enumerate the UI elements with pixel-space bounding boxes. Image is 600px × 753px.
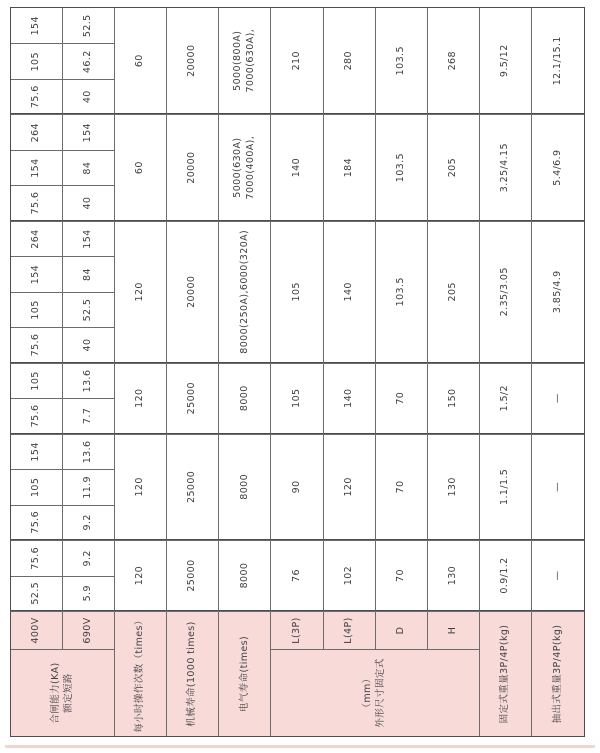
header-l4p: L(4P) — [324, 611, 376, 649]
cell-elec-g5-line-2: 5000(630A) — [232, 137, 244, 198]
cell-elec-g2: 8000 — [219, 434, 271, 540]
cell-mech-g2: 25000 — [167, 434, 219, 540]
cell-ops-g6: 60 — [115, 8, 167, 114]
cell-fixed_w-g5: 3.25/4.15 — [480, 114, 532, 220]
cell-v400-10: 154 — [11, 256, 63, 291]
cell-ops-g1: 120 — [115, 540, 167, 611]
cell-l4p-g3: 140 — [324, 363, 376, 434]
cell-v690-8: 40 — [63, 327, 115, 362]
header-ops-per-hour: 每小时操作次数（times） — [115, 611, 167, 736]
cell-fixed_w-g2: 1.1/1.5 — [480, 434, 532, 540]
cell-l3p-g5: 140 — [271, 114, 323, 220]
cell-h-g2: 130 — [428, 434, 480, 540]
cell-mech-g6: 20000 — [167, 8, 219, 114]
cell-v690-13: 84 — [63, 150, 115, 185]
cell-ops-g3: 120 — [115, 363, 167, 434]
cell-fixed_w-g1: 0.9/1.2 — [480, 540, 532, 611]
cell-v400-4: 105 — [11, 469, 63, 504]
cell-l3p-g6: 210 — [271, 8, 323, 114]
cell-v690-15: 40 — [63, 79, 115, 114]
cell-ops-g4: 120 — [115, 221, 167, 363]
cell-ops-g2: 120 — [115, 434, 167, 540]
header-making-capacity — [11, 649, 115, 736]
cell-elec-g5-line-1: 7000(400A), — [244, 135, 256, 200]
cell-drawout_w-g4: 3.85/4.9 — [532, 221, 584, 363]
cell-v690-10: 84 — [63, 256, 115, 291]
cell-v400-8: 75.6 — [11, 327, 63, 362]
cell-mech-g3: 25000 — [167, 363, 219, 434]
header-dimensions-line-2: （mm） — [362, 673, 374, 713]
cell-drawout_w-g5: 5.4/6.9 — [532, 114, 584, 220]
cell-elec-g5 — [219, 114, 271, 220]
cell-v690-5: 13.6 — [63, 434, 115, 469]
cell-mech-g4: 20000 — [167, 221, 219, 363]
cell-h-g1: 130 — [428, 540, 480, 611]
header-mech-life: 机械寿命(1000 times) — [167, 611, 219, 736]
cell-v400-5: 154 — [11, 434, 63, 469]
header-making-capacity-line-1: 额定短路 — [62, 673, 74, 713]
header-690v: 690V — [63, 611, 115, 649]
header-d: D — [376, 611, 428, 649]
cell-d-g6: 103.5 — [376, 8, 428, 114]
cell-v690-1: 5.9 — [63, 576, 115, 611]
cell-elec-g6-line-2: 5000(800A) — [232, 30, 244, 91]
cell-v400-15: 75.6 — [11, 79, 63, 114]
cell-h-g3: 150 — [428, 363, 480, 434]
cell-fixed_w-g6: 9.5/12 — [480, 8, 532, 114]
cell-fixed_w-g3: 1.5/2 — [480, 363, 532, 434]
cell-d-g5: 103.5 — [376, 114, 428, 220]
cell-elec-g6-line-1: 7000(630A), — [244, 28, 256, 93]
cell-l3p-g4: 105 — [271, 221, 323, 363]
cell-elec-g6 — [219, 8, 271, 114]
cell-v690-14: 154 — [63, 114, 115, 149]
cell-d-g3: 70 — [376, 363, 428, 434]
cell-v400-7: 105 — [11, 363, 63, 398]
cell-l4p-g2: 120 — [324, 434, 376, 540]
cell-v690-12: 40 — [63, 185, 115, 220]
cell-v690-3: 9.2 — [63, 505, 115, 540]
cell-d-g2: 70 — [376, 434, 428, 540]
cell-v400-13: 154 — [11, 150, 63, 185]
cell-drawout_w-g6: 12.1/15.1 — [532, 8, 584, 114]
cell-h-g5: 205 — [428, 114, 480, 220]
cell-l3p-g3: 105 — [271, 363, 323, 434]
page-divider-line — [5, 745, 595, 748]
cell-v400-3: 75.6 — [11, 505, 63, 540]
cell-v690-7: 13.6 — [63, 363, 115, 398]
cell-h-g6: 268 — [428, 8, 480, 114]
cell-v400-11: 264 — [11, 221, 63, 256]
cell-elec-g4: 8000(250A),6000(320A) — [219, 221, 271, 363]
header-l3p: L(3P) — [271, 611, 323, 649]
cell-v690-6: 7.7 — [63, 398, 115, 433]
cell-mech-g5: 20000 — [167, 114, 219, 220]
header-drawout-weight: 抽出式重量3P/4P(kg) — [532, 611, 584, 736]
header-fixed-weight: 固定式重量3P/4P(kg) — [480, 611, 532, 736]
cell-h-g4: 205 — [428, 221, 480, 363]
cell-v400-6: 75.6 — [11, 398, 63, 433]
cell-l3p-g1: 76 — [271, 540, 323, 611]
cell-v690-16: 46.2 — [63, 43, 115, 78]
header-dimensions — [271, 649, 479, 736]
header-elec-life: 电气寿命(times) — [219, 611, 271, 736]
cell-v400-16: 105 — [11, 43, 63, 78]
cell-v690-11: 154 — [63, 221, 115, 256]
cell-v400-2: 75.6 — [11, 540, 63, 575]
cell-l3p-g2: 90 — [271, 434, 323, 540]
header-making-capacity-line-2: 合闸能力(KA) — [49, 662, 61, 724]
cell-v400-17: 154 — [11, 8, 63, 43]
cell-l4p-g6: 280 — [324, 8, 376, 114]
cell-l4p-g1: 102 — [324, 540, 376, 611]
cell-v690-17: 52.5 — [63, 8, 115, 43]
cell-v690-4: 11.9 — [63, 469, 115, 504]
cell-v400-14: 264 — [11, 114, 63, 149]
cell-drawout_w-g2: — — [532, 434, 584, 540]
cell-v690-9: 52.5 — [63, 292, 115, 327]
spec-table — [10, 7, 585, 737]
cell-drawout_w-g3: — — [532, 363, 584, 434]
cell-v690-2: 9.2 — [63, 540, 115, 575]
cell-drawout_w-g1: — — [532, 540, 584, 611]
cell-d-g4: 103.5 — [376, 221, 428, 363]
cell-v400-9: 105 — [11, 292, 63, 327]
cell-d-g1: 70 — [376, 540, 428, 611]
cell-mech-g1: 25000 — [167, 540, 219, 611]
cell-l4p-g4: 140 — [324, 221, 376, 363]
header-400v: 400V — [11, 611, 63, 649]
cell-l4p-g5: 184 — [324, 114, 376, 220]
cell-ops-g5: 60 — [115, 114, 167, 220]
cell-v400-12: 75.6 — [11, 185, 63, 220]
cell-v400-1: 52.5 — [11, 576, 63, 611]
header-dimensions-line-1: 外形尺寸固定式 — [375, 658, 387, 728]
cell-elec-g3: 8000 — [219, 363, 271, 434]
header-h: H — [428, 611, 480, 649]
cell-elec-g1: 8000 — [219, 540, 271, 611]
cell-fixed_w-g4: 2.35/3.05 — [480, 221, 532, 363]
